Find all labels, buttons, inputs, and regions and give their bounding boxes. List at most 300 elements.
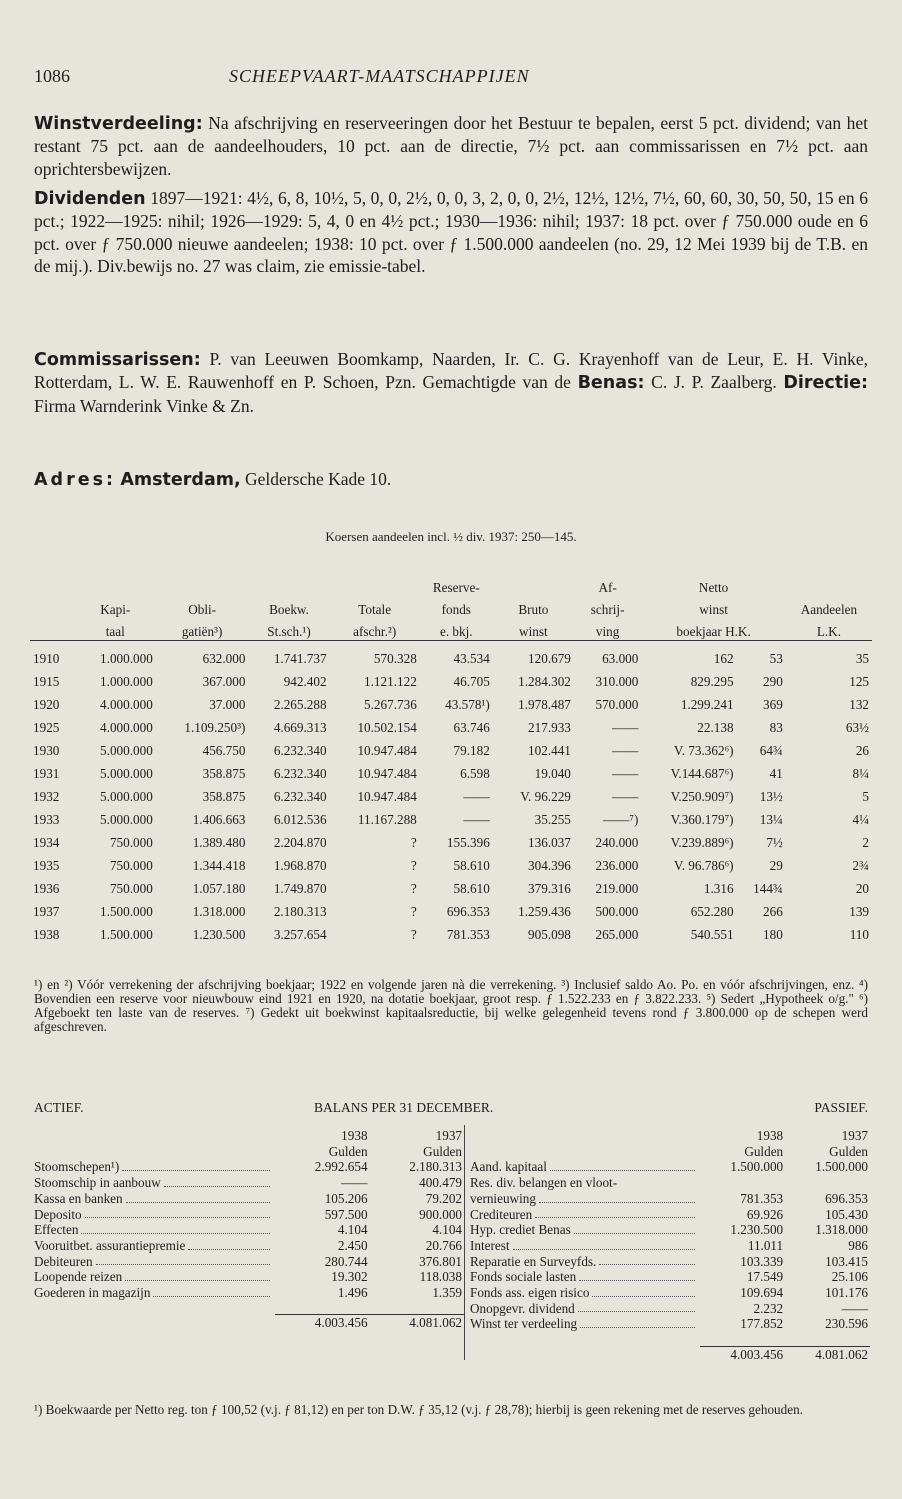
balance-value: 376.801 [419, 1253, 462, 1269]
table-header-cell: winst [699, 602, 728, 617]
table-cell: 13½ [759, 788, 783, 804]
balance-value: —— [841, 1300, 868, 1316]
table-cell: 2.180.313 [273, 903, 327, 919]
table-header-cell: L.K. [786, 618, 872, 641]
adres-line [34, 468, 868, 491]
table-cell: 35.255 [534, 811, 571, 827]
table-header-cell: Bruto [518, 602, 549, 617]
year-cell: 1935 [33, 857, 60, 873]
balance-value: 597.500 [324, 1206, 368, 1222]
table-row [30, 854, 872, 877]
balance-label-cell [468, 1207, 700, 1223]
table-cell: 1.284.302 [518, 673, 571, 689]
table-cell: ? [410, 903, 417, 919]
table-cell: 632.000 [202, 650, 246, 666]
table-cell: 1.344.418 [192, 857, 246, 873]
balance-row [468, 1316, 870, 1332]
balance-row [32, 1191, 464, 1207]
table-row [30, 923, 872, 946]
balance-value: 17.549 [746, 1269, 784, 1285]
table-cell: 26 [855, 742, 869, 758]
table-cell: 456.750 [202, 742, 246, 758]
directie-label: Directie: [783, 373, 869, 394]
balance-value: 1.500.000 [815, 1159, 868, 1175]
balance-divider [464, 1125, 465, 1360]
table-cell: 13¼ [759, 811, 783, 827]
table-row [30, 831, 872, 854]
table-cell: V. 73.362⁶) [673, 742, 734, 758]
table-cell: 266 [763, 903, 783, 919]
table-cell: 4.669.313 [273, 719, 327, 735]
adres-city: Amsterdam, [120, 470, 241, 490]
table-cell: —— [611, 788, 639, 804]
balance-header-cell: 1937 [841, 1128, 868, 1143]
year-cell: 1934 [33, 834, 60, 850]
table-row [30, 900, 872, 923]
table-cell: 540.551 [690, 926, 734, 942]
table-cell: 136.037 [528, 834, 571, 850]
balance-row [32, 1238, 464, 1254]
balance-header-cell: 1937 [435, 1128, 462, 1143]
balance-value: 103.339 [740, 1253, 784, 1269]
financial-table-head [30, 574, 872, 641]
table-header-cell [30, 574, 75, 596]
table-cell: 5.000.000 [100, 765, 153, 781]
dot-leader [513, 1238, 696, 1250]
table-footnotes: ¹) en ²) Vóór verrekening der afschrijving boekjaar; 1922 en volgende jaren nà die verrekening. ³) Inclusief saldo Ao. Po. en vóór afschrijvingen, enz. ⁴) Bovendien een reserve voor nieuwbouw eind 1921 en 1920, na dotatie boekjaar, groot resp. ƒ 1.522.233 en ƒ 3.822.233. ⁵) Sedert „Hypotheek o/g." ⁶) Afgeboekt ten laste van de reserves. ⁷) Gedekt uit boekwinst kapitaalsreductie, bij welke gelegenheid tevens rond ƒ 3.800.000 op de schepen werd afgeschreven. [34, 977, 868, 1034]
balance-label: Loopende reizen [34, 1269, 123, 1285]
table-cell: 37.000 [209, 696, 246, 712]
balance-value: 177.852 [740, 1316, 784, 1332]
table-cell: 2 [862, 834, 869, 850]
benas-text: C. J. P. Zaalberg. [651, 372, 777, 393]
table-cell: V.144.687⁶) [670, 765, 734, 781]
table-header-cell [156, 574, 249, 596]
table-cell: 132 [849, 696, 869, 712]
table-header-cell [248, 574, 329, 596]
table-cell: V. 96.229 [520, 788, 571, 804]
balance-row [32, 1175, 464, 1191]
table-header-cell [30, 618, 75, 641]
table-cell: 63.000 [602, 650, 639, 666]
table-cell: 144¾ [753, 880, 783, 896]
table-cell: 2.204.870 [273, 834, 327, 850]
table-header-cell [786, 574, 872, 596]
table-cell: 1.109.250³) [184, 719, 246, 735]
actief-table [32, 1128, 464, 1331]
adres-label: Adres: [34, 470, 116, 490]
table-cell: 1.741.737 [273, 650, 327, 666]
balance-label: Aand. kapitaal [470, 1159, 547, 1175]
dot-leader [126, 1191, 271, 1203]
table-cell: ——⁷) [602, 811, 639, 827]
table-cell: 219.000 [595, 880, 639, 896]
table-cell: 11.167.288 [357, 811, 417, 827]
balance-header-row [32, 1144, 464, 1160]
balance-row [468, 1175, 870, 1191]
balance-header-spacer [468, 1128, 700, 1144]
balance-label-cell [32, 1207, 275, 1223]
balance-label-cell [468, 1222, 700, 1238]
dot-leader [81, 1222, 270, 1234]
table-cell: 139 [849, 903, 869, 919]
table-header-cell: Aandeelen [800, 602, 858, 617]
year-cell: 1933 [33, 811, 60, 827]
table-cell: 1.121.122 [364, 673, 417, 689]
table-cell: 6.598 [460, 765, 490, 781]
table-header-cell: Reserve- [432, 580, 480, 595]
table-header-cell: Af- [598, 580, 617, 595]
table-cell: 19.040 [534, 765, 571, 781]
table-cell: 5 [862, 788, 869, 804]
koersen-line: Koersen aandeelen incl. ½ div. 1937: 250—145. [325, 529, 577, 544]
table-header-cell: afschr.²) [330, 618, 420, 641]
balance-value: 19.302 [331, 1269, 368, 1285]
winstverdeeling-label: Winstverdeeling: [34, 114, 203, 134]
table-cell: 781.353 [446, 926, 490, 942]
table-cell: 750.000 [109, 880, 153, 896]
balance-header-cell: Gulden [829, 1143, 868, 1159]
balance-title: BALANS PER 31 DECEMBER. [314, 1100, 494, 1115]
table-cell: 652.280 [690, 903, 734, 919]
balance-label-cell [468, 1238, 700, 1254]
dot-leader [574, 1222, 696, 1234]
balance-row [32, 1269, 464, 1285]
table-cell: 83 [769, 719, 783, 735]
table-cell: 53 [769, 650, 783, 666]
table-cell: 10.502.154 [357, 719, 417, 735]
table-header-cell: boekjaar H.K. [641, 618, 785, 641]
table-cell: 110 [849, 926, 869, 942]
winstverdeeling-text: Na afschrijving en reserveeringen door het Bestuur te bepalen, eerst 5 pct. dividend; van het restant 75 pct. aan de aandeelhouders, 10 pct. aan de directie, 7½ pct. aan commissarissen en 7½ pct. aan oprichtersbewijzen. [34, 113, 869, 179]
balance-header-cell: 1938 [341, 1128, 368, 1143]
balance-value: 109.694 [740, 1285, 784, 1301]
balance-header-spacer [32, 1144, 275, 1160]
balance-header-row [32, 1128, 464, 1144]
balance-label: vernieuwing [470, 1190, 536, 1206]
table-header-cell: e. bkj. [420, 618, 493, 641]
table-cell: 6.232.340 [273, 742, 327, 758]
dot-leader [535, 1207, 695, 1219]
financial-table-body [30, 641, 872, 947]
balance-value: 900.000 [419, 1206, 462, 1222]
table-cell: 162 [713, 650, 734, 666]
balance-value: 4.104 [337, 1222, 368, 1238]
balance-total: 4.003.456 [700, 1346, 785, 1362]
table-cell: 304.396 [528, 857, 571, 873]
balance-label-cell [32, 1254, 275, 1270]
balance-value: 1.230.500 [730, 1222, 784, 1238]
table-cell: 500.000 [595, 903, 639, 919]
table-cell: 358.875 [202, 788, 246, 804]
balance-value: 11.011 [747, 1237, 784, 1253]
balance-label-cell [468, 1269, 700, 1285]
table-cell: 6.232.340 [273, 765, 327, 781]
balance-total-row [32, 1315, 464, 1331]
balance-label-cell [468, 1254, 700, 1270]
table-cell: V.360.179⁷) [670, 811, 734, 827]
table-row [30, 670, 872, 693]
dot-leader [578, 1301, 696, 1313]
dot-leader [153, 1285, 270, 1297]
balance-row [32, 1285, 464, 1301]
dot-leader [539, 1191, 695, 1203]
balance-header-cell: 1938 [756, 1128, 784, 1143]
balance-label: Res. div. belangen en vloot- [470, 1175, 618, 1191]
balance-value: 280.744 [324, 1253, 368, 1269]
table-cell: ? [410, 880, 417, 896]
balance-row [32, 1222, 464, 1238]
balance-label-cell [32, 1159, 275, 1175]
balance-header-row [468, 1128, 870, 1144]
balance-value: 986 [848, 1237, 868, 1253]
table-cell: 4¼ [852, 811, 869, 827]
table-header-cell: Kapi- [100, 602, 131, 617]
balance-row [468, 1222, 870, 1238]
table-cell: —— [611, 742, 639, 758]
year-cell: 1920 [33, 696, 60, 712]
balance-header-spacer [468, 1144, 700, 1160]
table-cell: 1.230.500 [192, 926, 246, 942]
dot-leader [579, 1269, 695, 1281]
dot-leader [550, 1159, 695, 1171]
balance-label: Debiteuren [34, 1253, 93, 1269]
commissarissen-paragraph [34, 348, 868, 417]
balance-value: 118.038 [419, 1269, 462, 1285]
table-cell: 2.265.288 [273, 696, 327, 712]
table-cell: 35 [855, 650, 869, 666]
table-cell: 265.000 [595, 926, 639, 942]
balance-value [700, 1175, 785, 1191]
table-cell: 1.259.436 [518, 903, 571, 919]
balance-row [468, 1191, 870, 1207]
page-header [34, 66, 868, 90]
balance-row [468, 1159, 870, 1175]
table-header-cell [330, 574, 420, 596]
dividenden-paragraph [34, 187, 868, 277]
financial-table [30, 574, 872, 946]
winstverdeeling-paragraph [34, 112, 868, 180]
balance-label: Vooruitbet. assurantiepremie [34, 1237, 186, 1253]
balance-label: Fonds ass. eigen risico [470, 1285, 590, 1301]
balance-value: 2.450 [337, 1237, 368, 1253]
table-row [30, 785, 872, 808]
running-title: SCHEEPVAART-MAATSCHAPPIJEN [229, 66, 530, 86]
table-cell: 1.749.870 [273, 880, 327, 896]
table-cell: 43.578¹) [445, 696, 490, 712]
year-cell: 1910 [33, 650, 60, 666]
balance-value: 105.206 [324, 1190, 368, 1206]
table-header-row [30, 574, 872, 596]
balance-value: 4.104 [432, 1222, 462, 1238]
table-cell: 46.705 [453, 673, 490, 689]
table-cell: 63.746 [453, 719, 490, 735]
balance-header-row [468, 1144, 870, 1160]
passief-table [468, 1128, 870, 1362]
balance-total-row [468, 1346, 870, 1362]
table-cell: 43.534 [453, 650, 490, 666]
table-cell: 290 [763, 673, 783, 689]
balance-total: 4.081.062 [785, 1346, 870, 1362]
table-cell: 379.316 [528, 880, 571, 896]
balance-label: Fonds sociale lasten [470, 1269, 577, 1285]
table-cell: 1.968.870 [273, 857, 327, 873]
table-cell: 1.000.000 [100, 650, 153, 666]
table-header-cell: taal [75, 618, 156, 641]
balance-value: 1.500.000 [730, 1159, 784, 1175]
year-cell: 1937 [33, 903, 60, 919]
year-cell: 1915 [33, 673, 60, 689]
table-cell: 1.389.480 [192, 834, 246, 850]
table-cell: 4.000.000 [100, 719, 153, 735]
balance-row [468, 1285, 870, 1301]
dividenden-text: 1897—1921: 4½, 6, 8, 10½, 5, 0, 0, 2½, 0, 0, 3, 2, 0, 0, 2½, 12½, 12½, 7½, 60, 60, 30, 50, 50, 15 en 6 pct.; 1922—1925: nihil; 1926—1929: 5, 4, 0 en 4½ pct.; 1930—1936: nihil; 1937: 18 pct. over ƒ 750.000 oude en 6 pct. over ƒ 750.000 nieuwe aandeelen; 1938: 10 pct. over ƒ 1.500.000 aandeelen (no. 29, 12 Mei 1939 bij de T.B. en de mij.). Div.bewijs no. 27 was claim, zie emissie-tabel. [34, 188, 868, 276]
balance-row [32, 1254, 464, 1270]
dot-leader [580, 1316, 695, 1328]
table-cell: 58.610 [453, 857, 490, 873]
table-cell: 6.232.340 [273, 788, 327, 804]
table-cell: 750.000 [109, 857, 153, 873]
table-header-row [30, 618, 872, 641]
balance-value: 1.318.000 [815, 1222, 868, 1238]
table-cell: 79.182 [453, 742, 490, 758]
balance-label: Winst ter verdeeling [470, 1316, 578, 1332]
dot-leader [85, 1207, 271, 1219]
balance-value: 2.232 [753, 1300, 784, 1316]
table-cell: —— [463, 788, 490, 804]
table-cell: 5.000.000 [100, 742, 153, 758]
table-cell: 1.316 [703, 880, 734, 896]
table-cell: 125 [849, 673, 869, 689]
table-cell: 58.610 [453, 880, 490, 896]
table-cell: 358.875 [202, 765, 246, 781]
passief-label: PASSIEF. [814, 1100, 868, 1115]
balance-label-cell [32, 1285, 275, 1301]
balance-header-cell: Gulden [744, 1143, 784, 1159]
dot-leader [125, 1269, 270, 1281]
balance-value: 69.926 [746, 1206, 784, 1222]
balance-label-cell [32, 1238, 275, 1254]
balance-title-row [34, 1100, 868, 1120]
table-cell: V.250.909⁷) [670, 788, 734, 804]
balance-header-cell: Gulden [423, 1143, 462, 1159]
balance-label: Onopgevr. dividend [470, 1300, 575, 1316]
table-header-cell: ving [574, 618, 641, 641]
balance-row [468, 1238, 870, 1254]
table-cell: 750.000 [109, 834, 153, 850]
table-header-cell: St.sch.¹) [248, 618, 329, 641]
table-row [30, 877, 872, 900]
balance-label: Reparatie en Surveyfds. [470, 1253, 597, 1269]
dot-leader [122, 1159, 270, 1171]
year-cell: 1932 [33, 788, 60, 804]
table-header-cell: fonds [441, 602, 471, 617]
balance-sheet [34, 1100, 868, 1120]
balance-label: Stoomschepen¹) [34, 1159, 120, 1175]
table-cell: 4.000.000 [100, 696, 153, 712]
year-cell: 1938 [33, 926, 60, 942]
table-header-cell: Boekw. [269, 602, 309, 617]
table-cell: 310.000 [595, 673, 639, 689]
table-cell: 570.000 [595, 696, 639, 712]
table-cell: 240.000 [595, 834, 639, 850]
balance-label-cell [32, 1269, 275, 1285]
balance-value: 2.180.313 [409, 1159, 462, 1175]
table-cell: ? [410, 834, 417, 850]
balance-label-cell [468, 1301, 700, 1317]
table-cell: —— [611, 765, 639, 781]
table-cell: 20 [855, 880, 869, 896]
balance-value: 103.415 [825, 1253, 868, 1269]
balance-row [468, 1207, 870, 1223]
table-cell: —— [611, 719, 639, 735]
balance-value: 1.359 [432, 1285, 462, 1301]
table-header-cell: schrij- [590, 602, 625, 617]
table-cell: 63½ [845, 719, 869, 735]
balance-header-cell: Gulden [328, 1143, 368, 1159]
table-cell: 5.267.736 [364, 696, 417, 712]
table-cell: 367.000 [202, 673, 246, 689]
table-cell: 1.500.000 [100, 926, 153, 942]
balance-value: 105.430 [825, 1206, 868, 1222]
table-cell: 905.098 [528, 926, 571, 942]
table-cell: 64¾ [759, 742, 783, 758]
balance-value: 781.353 [740, 1190, 784, 1206]
table-row [30, 641, 872, 671]
table-cell: 41 [769, 765, 783, 781]
table-cell: 10.947.484 [357, 788, 417, 804]
balance-label-cell [468, 1316, 700, 1332]
benas-label: Benas: [577, 373, 645, 394]
balance-value: 101.176 [825, 1285, 868, 1301]
table-cell: 3.257.654 [273, 926, 327, 942]
balance-label: Stoomschip in aanbouw [34, 1175, 161, 1191]
balance-row [468, 1269, 870, 1285]
balance-label: Crediteuren [470, 1206, 533, 1222]
table-cell: 5.000.000 [100, 811, 153, 827]
balance-label-cell [468, 1175, 700, 1191]
balance-total: 4.003.456 [275, 1315, 369, 1331]
table-cell: 1.000.000 [100, 673, 153, 689]
balance-footnote: ¹) Boekwaarde per Netto reg. ton ƒ 100,52 (v.j. ƒ 81,12) en per ton D.W. ƒ 35,12 (v.j. ƒ 28,78); hierbij is geen rekening met de reserves gehouden. [34, 1402, 803, 1417]
table-header-cell [30, 596, 75, 618]
year-cell: 1931 [33, 765, 60, 781]
dot-leader [188, 1238, 270, 1250]
balance-value: 79.202 [425, 1190, 462, 1206]
balance-row [468, 1301, 870, 1317]
table-cell: 1.978.487 [518, 696, 571, 712]
table-cell: 10.947.484 [357, 765, 417, 781]
balance-label: Deposito [34, 1206, 82, 1222]
table-cell: 369 [763, 696, 783, 712]
balance-value: 2.992.654 [314, 1159, 368, 1175]
table-row [30, 716, 872, 739]
balance-header-spacer [32, 1128, 275, 1144]
dividenden-label: Dividenden [34, 189, 146, 209]
table-cell: 1.500.000 [100, 903, 153, 919]
table-header-cell [75, 574, 156, 596]
table-cell: 1.299.241 [680, 696, 734, 712]
commissarissen-label: Commissarissen: [34, 350, 201, 370]
balance-label-cell [468, 1159, 700, 1175]
balance-value: 1.496 [337, 1285, 368, 1301]
table-cell: ? [410, 857, 417, 873]
table-cell: V.239.889⁶) [670, 834, 734, 850]
page-number: 1086 [34, 66, 70, 86]
table-cell: ? [410, 926, 417, 942]
table-header-cell: winst [493, 618, 574, 641]
table-cell: 1.057.180 [192, 880, 246, 896]
